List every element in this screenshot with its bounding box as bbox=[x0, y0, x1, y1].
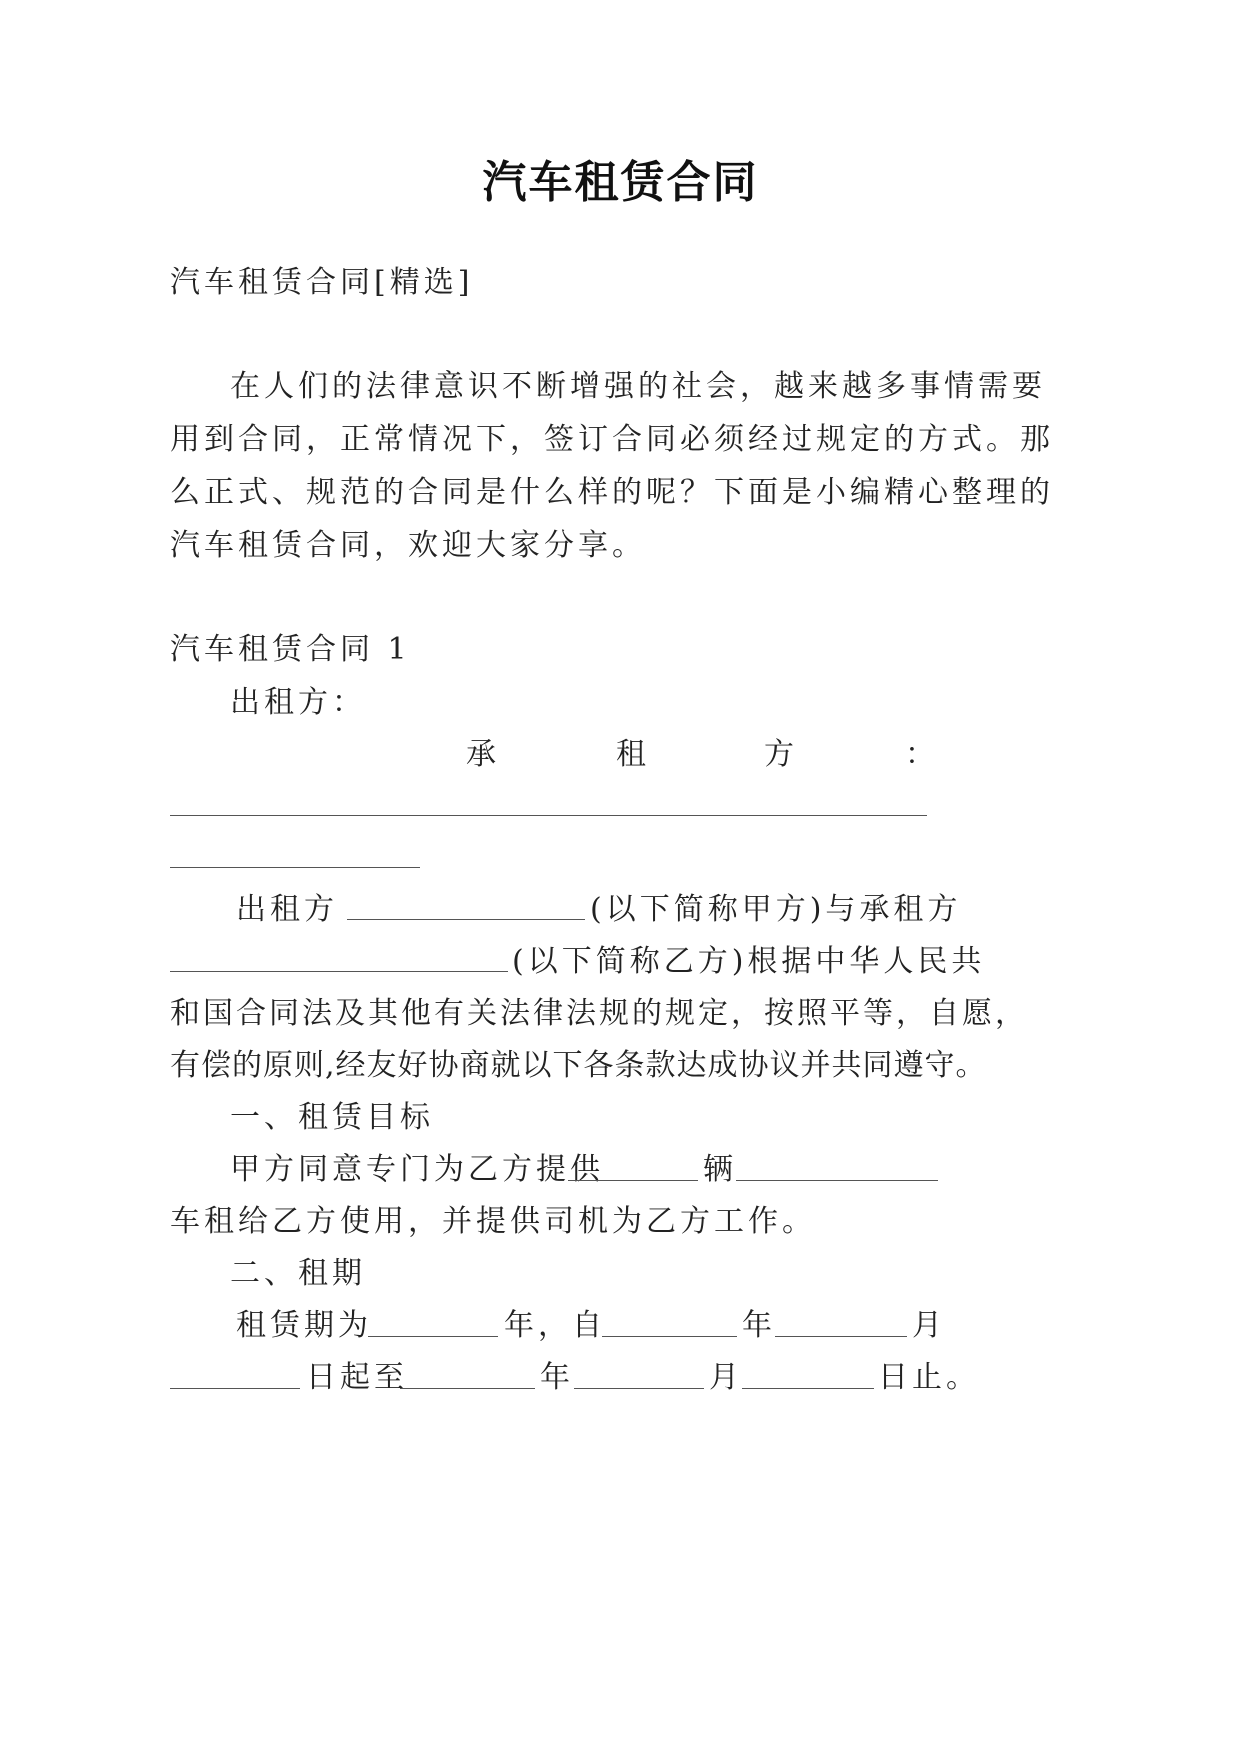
section-1-line-1-b: 辆 bbox=[703, 1152, 737, 1187]
lessee-label-char-1: 承 bbox=[466, 737, 500, 772]
term-years-blank[interactable] bbox=[368, 1336, 498, 1337]
parties-line-2-text: (以下简称乙方)根据中华人民共 bbox=[512, 944, 986, 979]
section-2-line-2-a: 日起至 bbox=[306, 1360, 408, 1395]
section-2-line-1-c: 年 bbox=[742, 1308, 776, 1343]
contract-heading: 汽车租赁合同 1 bbox=[170, 632, 411, 667]
lessee-label-char-4: ： bbox=[905, 737, 939, 772]
end-year-blank[interactable] bbox=[400, 1388, 535, 1389]
vehicle-model-blank[interactable] bbox=[736, 1180, 938, 1181]
lessee-blank-line-1[interactable] bbox=[170, 815, 927, 816]
parties-line-1-text: (以下简称甲方)与承租方 bbox=[590, 892, 962, 927]
start-day-blank[interactable] bbox=[170, 1388, 300, 1389]
lessee-name-blank[interactable] bbox=[170, 971, 508, 972]
section-2-line-2-d: 日止。 bbox=[878, 1360, 980, 1395]
end-day-blank[interactable] bbox=[742, 1388, 874, 1389]
intro-line-1: 在人们的法律意识不断增强的社会，越来越多事情需要 bbox=[230, 369, 1046, 404]
section-1-line-2: 车租给乙方使用，并提供司机为乙方工作。 bbox=[170, 1204, 816, 1239]
lessee-blank-line-2[interactable] bbox=[170, 867, 420, 868]
intro-line-2: 用到合同，正常情况下，签订合同必须经过规定的方式。那 bbox=[170, 422, 1054, 457]
start-month-blank[interactable] bbox=[775, 1336, 907, 1337]
section-2-line-1-b: 年，自 bbox=[504, 1308, 606, 1343]
section-1-line-1-a: 甲方同意专门为乙方提供 bbox=[230, 1152, 604, 1187]
lessee-label-char-3: 方 bbox=[764, 737, 798, 772]
section-1-heading: 一、租赁目标 bbox=[230, 1100, 434, 1135]
parties-line-4: 有偿的原则,经友好协商就以下各条款达成协议并共同遵守。 bbox=[170, 1048, 987, 1083]
lessor-name-blank[interactable] bbox=[347, 919, 585, 920]
lessor-label: 出租方： bbox=[230, 685, 366, 720]
document-title: 汽车租赁合同 bbox=[482, 157, 759, 208]
intro-line-3: 么正式、规范的合同是什么样的呢？下面是小编精心整理的 bbox=[170, 475, 1054, 510]
end-month-blank[interactable] bbox=[574, 1388, 704, 1389]
parties-line-3: 和国合同法及其他有关法律法规的规定，按照平等，自愿， bbox=[170, 996, 1028, 1031]
vehicle-count-blank[interactable] bbox=[568, 1180, 698, 1181]
section-2-heading: 二、租期 bbox=[230, 1256, 366, 1291]
section-2-line-1-a: 租赁期为 bbox=[236, 1308, 372, 1343]
start-year-blank[interactable] bbox=[602, 1336, 737, 1337]
intro-line-4: 汽车租赁合同，欢迎大家分享。 bbox=[170, 528, 646, 563]
lessee-label-char-2: 租 bbox=[616, 737, 650, 772]
parties-line-1-label: 出租方 bbox=[236, 892, 338, 927]
section-2-line-1-d: 月 bbox=[912, 1308, 946, 1343]
document-subtitle: 汽车租赁合同[精选] bbox=[170, 265, 474, 300]
section-2-line-2-b: 年 bbox=[540, 1360, 574, 1395]
section-2-line-2-c: 月 bbox=[709, 1360, 743, 1395]
